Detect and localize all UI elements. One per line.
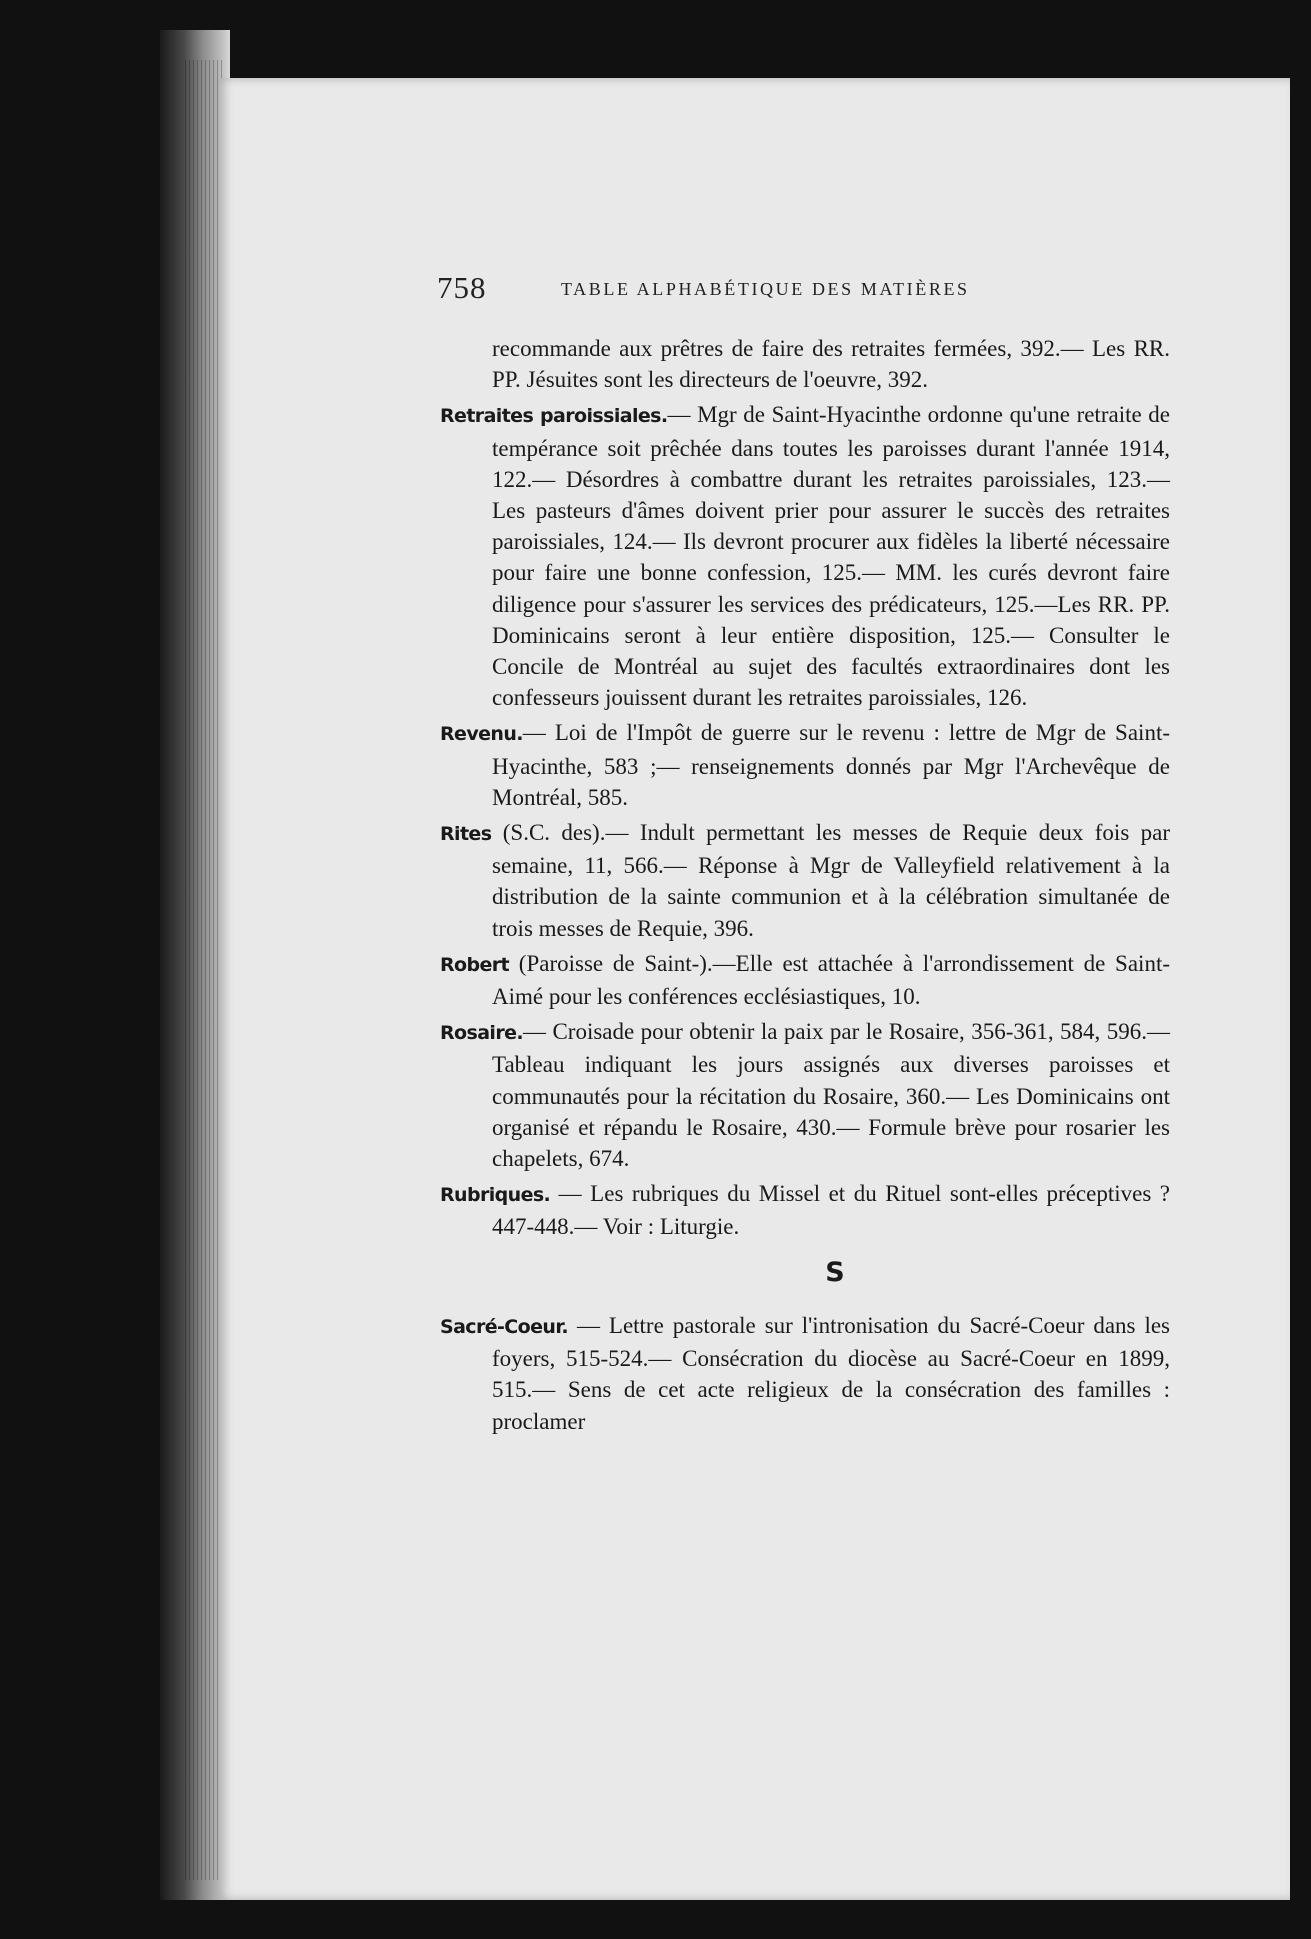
- entry-text: — Croisade pour obtenir la paix par le Rosaire, 356-361, 584, 596.— Tableau indiquant les jours assignés aux diverses paroisses et communautés pour la récitation du Rosaire, 360.— Les Dominicains ont organisé et répandu le Rosaire, 430.— Formule brève pour rosarier les chapelets, 674.: [492, 1019, 1170, 1172]
- entry-text: recommande aux prêtres de faire des retraites fermées, 392.— Les RR. PP. Jésuites sont les directeurs de l'oeuvre, 392.: [492, 336, 1170, 393]
- index-entry: [440, 1310, 1170, 1437]
- index-text: [440, 333, 1170, 1441]
- entry-text: (S.C. des).— Indult permettant les messes de Requie deux fois par semaine, 11, 566.— Réponse à Mgr de Valleyfield relativement à la distribution de la sainte communion et à la célébration simultanée de trois messes de Requie, 396.: [491, 820, 1170, 941]
- entry-heading: Retraites paroissiales.: [440, 405, 668, 428]
- index-entry: [440, 333, 1170, 395]
- entry-heading: Rubriques.: [440, 1184, 551, 1207]
- entry-heading: Rites: [440, 823, 492, 846]
- running-title: TABLE ALPHABÉTIQUE DES MATIÈRES: [561, 279, 970, 299]
- index-entry: [440, 399, 1170, 713]
- page-header: [437, 268, 1057, 308]
- entry-heading: Revenu.: [440, 723, 523, 746]
- index-entry: [440, 1178, 1170, 1242]
- entry-text: — Les rubriques du Missel et du Rituel sont-elles préceptives ? 447-448.— Voir : Liturgie.: [492, 1181, 1170, 1240]
- entry-text: — Mgr de Saint-Hyacinthe ordonne qu'une retraite de tempérance soit prêchée dans toutes les paroisses durant l'année 1914, 122.— Désordres à combattre durant les retraites paroissiales, 123.— Les pasteurs d'âmes doivent prier pour assurer le succès des retraites paroissiales, 124.— Ils devront procurer aux fidèles la liberté nécessaire pour faire une bonne confession, 125.— MM. les curés devront faire diligence pour s'assurer les services des prédicateurs, 125.—Les RR. PP. Dominicains seront à leur entière disposition, 125.— Consulter le Concile de Montréal au sujet des facultés extraordinaires dont les confesseurs jouissent durant les retraites paroissiales, 126.: [492, 402, 1170, 711]
- entry-text: — Loi de l'Impôt de guerre sur le revenu : lettre de Mgr de Saint-Hyacinthe, 583 ;— renseignements donnés par Mgr l'Archevêque de Montréal, 585.: [492, 720, 1170, 810]
- entry-heading: Robert: [440, 953, 510, 976]
- index-entry: [440, 948, 1170, 1012]
- page-number: 758: [437, 270, 487, 305]
- entry-text: — Lettre pastorale sur l'intronisation du Sacré-Coeur dans les foyers, 515-524.— Consécration du diocèse au Sacré-Coeur en 1899, 515.— Sens de cet acte religieux de la consécration des familles : proclamer: [492, 1312, 1170, 1434]
- entry-heading: Sacré-Coeur.: [440, 1315, 568, 1338]
- entry-text: (Paroisse de Saint-).—Elle est attachée à l'arrondissement de Saint-Aimé pour les conférences ecclésiastiques, 10.: [492, 950, 1170, 1010]
- index-entry: [440, 1016, 1170, 1174]
- section-letter: S: [825, 1256, 845, 1288]
- index-entry: [440, 817, 1170, 944]
- entry-heading: Rosaire.: [440, 1022, 524, 1045]
- index-entry: [440, 717, 1170, 813]
